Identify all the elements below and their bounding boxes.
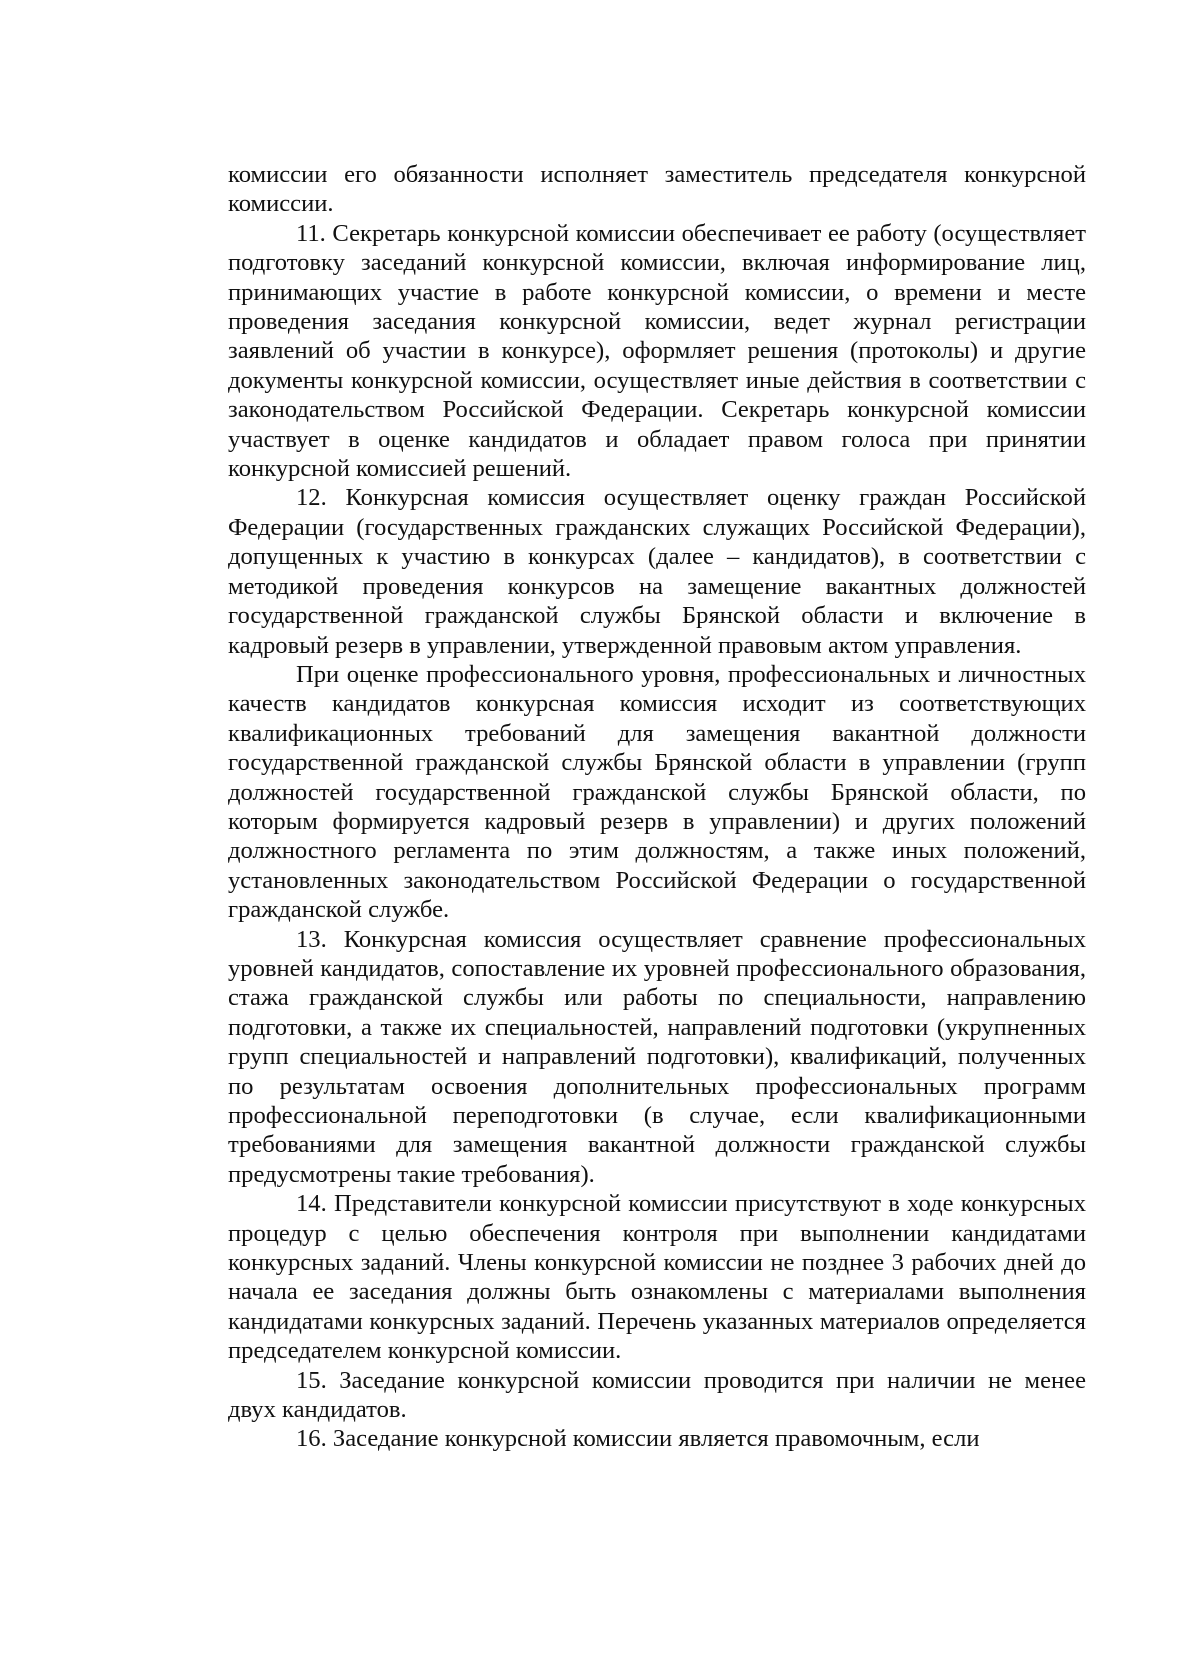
paragraph-12-evaluation: При оценке профессионального уровня, профессиональных и личностных качеств кандидатов конкурсная комиссия исходит из соответствующих квалификационных требований для замещения вакантной должности государственной гражданской службы Брянской области в управлении (групп должностей государственной гражданской службы Брянской области, по которым формируется кадровый резерв в управлении) и других положений должностного регламента по этим должностям, а также иных положений, установленных законодательством Российской Федерации о государственной гражданской службе. bbox=[228, 660, 1086, 924]
paragraph-continuation: комиссии его обязанности исполняет заместитель председателя конкурсной комиссии. bbox=[228, 161, 1086, 218]
document-body bbox=[228, 160, 1086, 1454]
paragraph-14: 14. Представители конкурсной комиссии присутствуют в ходе конкурсных процедур с целью обеспечения контроля при выполнении кандидатами конкурсных заданий. Члены конкурсной комиссии не позднее 3 рабочих дней до начала ее заседания должны быть ознакомлены с материалами выполнения кандидатами конкурсных заданий. Перечень указанных материалов определяется председателем конкурсной комиссии. bbox=[228, 1190, 1086, 1365]
paragraph-13: 13. Конкурсная комиссия осуществляет сравнение профессиональных уровней кандидатов, сопоставление их уровней профессионального образования, стажа гражданской службы или работы по специальности, направлению подготовки, а также их специальностей, направлений подготовки (укрупненных групп специальностей и направлений подготовки), квалификаций, полученных по результатам освоения дополнительных профессиональных программ профессиональной переподготовки (в случае, если квалификационными требованиями для замещения вакантной должности гражданской службы предусмотрены такие требования). bbox=[228, 925, 1086, 1188]
paragraph-11: 11. Секретарь конкурсной комиссии обеспечивает ее работу (осуществляет подготовку заседаний конкурсной комиссии, включая информирование лиц, принимающих участие в работе конкурсной комиссии, о времени и месте проведения заседания конкурсной комиссии, ведет журнал регистрации заявлений об участии в конкурсе), оформляет решения (протоколы) и другие документы конкурсной комиссии, осуществляет иные действия в соответствии с законодательством Российской Федерации. Секретарь конкурсной комиссии участвует в оценке кандидатов и обладает правом голоса при принятии конкурсной комиссией решений. bbox=[228, 219, 1086, 483]
paragraph-12: 12. Конкурсная комиссия осуществляет оценку граждан Российской Федерации (государственных гражданских служащих Российской Федерации), допущенных к участию в конкурсах (далее – кандидатов), в соответствии с методикой проведения конкурсов на замещение вакантных должностей государственной гражданской службы Брянской области и включение в кадровый резерв в управлении, утвержденной правовым актом управления. bbox=[228, 484, 1086, 659]
paragraph-16: 16. Заседание конкурсной комиссии является правомочным, если bbox=[296, 1425, 980, 1453]
paragraph-15: 15. Заседание конкурсной комиссии проводится при наличии не менее двух кандидатов. bbox=[228, 1366, 1086, 1424]
